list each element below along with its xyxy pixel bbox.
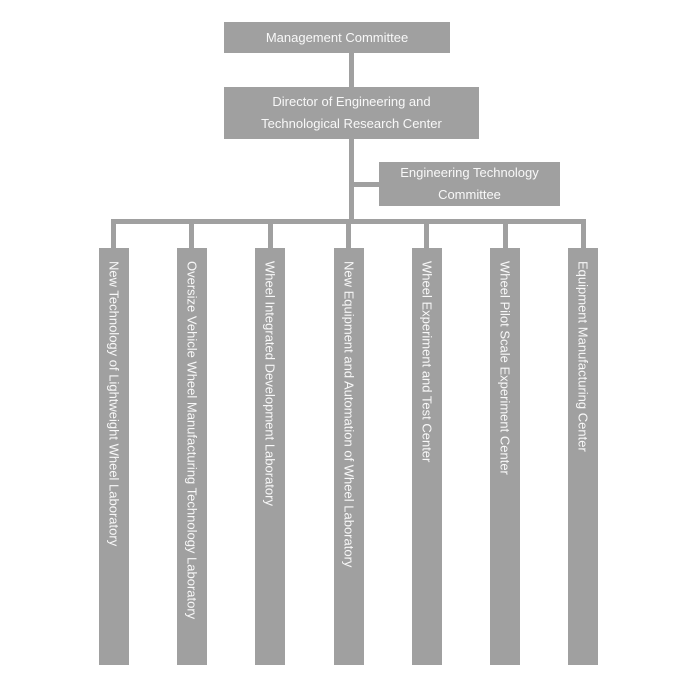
node-dept-new-equipment-automation-wheel-lab — [334, 248, 364, 665]
node-director — [224, 87, 479, 139]
node-management-committee — [224, 22, 450, 53]
node-director-label-line1: Director of Engineering and — [272, 94, 431, 109]
dept-label: Equipment Manufacturing Center — [575, 261, 591, 452]
node-dept-equipment-manufacturing-center — [568, 248, 598, 665]
node-committee-label-line1: Engineering Technology — [400, 165, 539, 180]
node-director-label-line2: Technological Research Center — [261, 116, 442, 131]
dept-label: Wheel Integrated Development Laboratory — [262, 261, 278, 506]
node-committee-label-line2: Committee — [438, 187, 501, 202]
connector-dept-6 — [503, 224, 508, 248]
connector-dept-3 — [268, 224, 273, 248]
node-management-committee-label: Management Committee — [265, 29, 409, 45]
node-dept-wheel-integrated-development-lab — [255, 248, 285, 665]
connector-dept-7 — [581, 224, 586, 248]
node-dept-new-technology-lightweight-wheel-lab — [99, 248, 129, 665]
node-engineering-technology-committee — [379, 162, 560, 206]
connector-dept-2 — [189, 224, 194, 248]
dept-label: New Equipment and Automation of Wheel Laboratory — [341, 261, 357, 568]
node-dept-wheel-pilot-scale-experiment-center — [490, 248, 520, 665]
node-dept-wheel-experiment-test-center — [412, 248, 442, 665]
connector-director-to-tree — [349, 139, 354, 219]
connector-trunk-to-committee — [352, 182, 379, 187]
dept-label: New Technology of Lightweight Wheel Laboratory — [106, 261, 122, 547]
dept-label: Wheel Experiment and Test Center — [419, 261, 435, 463]
connector-dept-5 — [424, 224, 429, 248]
connector-dept-1 — [111, 224, 116, 248]
dept-label: Oversize Vehicle Wheel Manufacturing Technology Laboratory — [184, 261, 200, 620]
node-dept-oversize-vehicle-wheel-mfg-tech-lab — [177, 248, 207, 665]
connector-management-to-director — [349, 53, 354, 87]
dept-label: Wheel Pilot Scale Experiment Center — [497, 261, 513, 475]
connector-dept-4 — [346, 224, 351, 248]
